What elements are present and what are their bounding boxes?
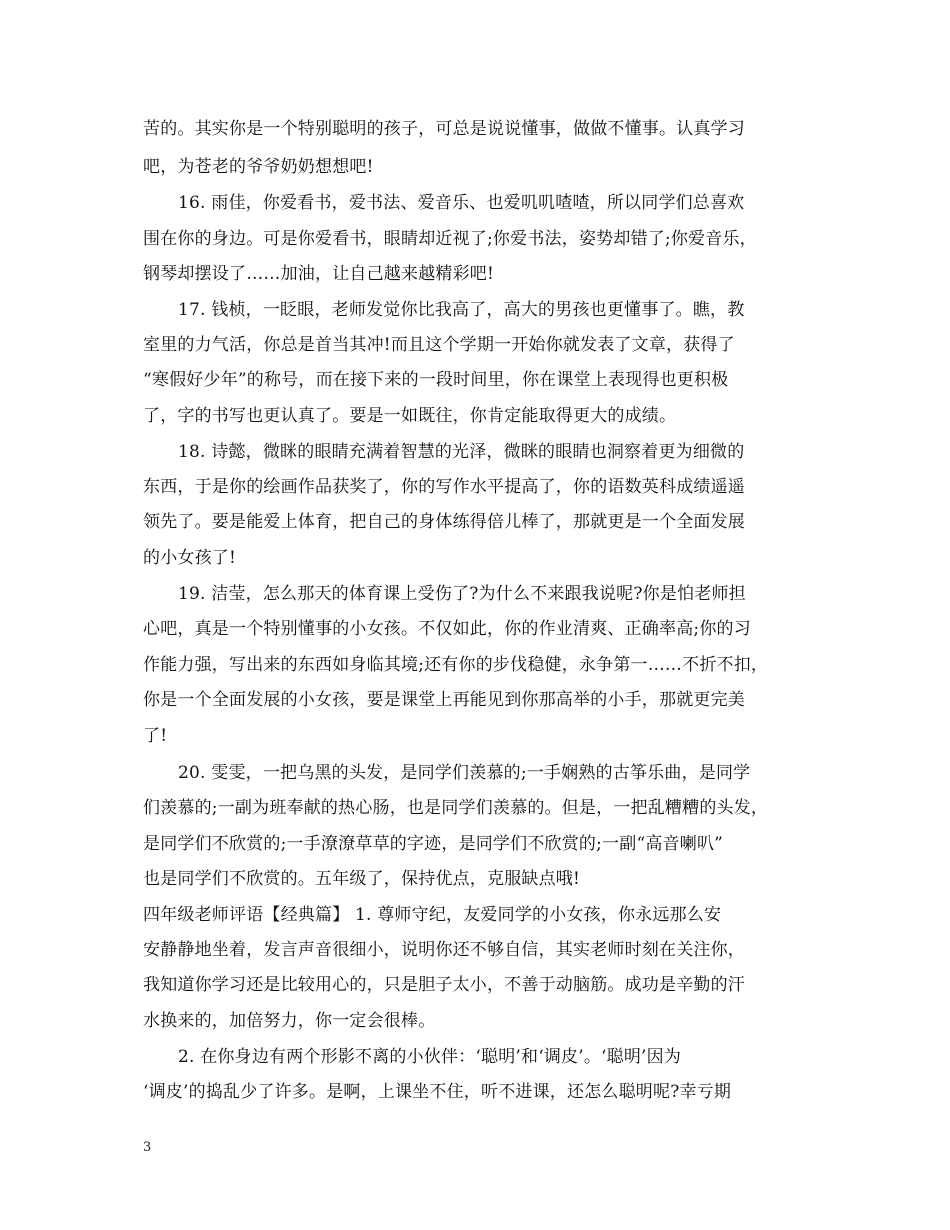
text-line: 了!	[143, 726, 168, 746]
text-line: 18. 诗懿，微眯的眼睛充满着智慧的光泽，微眯的眼睛也洞察着更为细微的	[178, 442, 745, 462]
text-line: 你是一个全面发展的小女孩，要是课堂上再能见到你那高举的小手，那就更完美	[143, 690, 745, 710]
page-number: 3	[143, 1140, 152, 1155]
text-line: 围在你的身边。可是你爱看书，眼睛却近视了;你爱书法，姿势却错了;你爱音乐，	[143, 229, 757, 249]
text-line: 吧，为苍老的爷爷奶奶想想吧!	[143, 157, 374, 177]
text-line: 作能力强，写出来的东西如身临其境;还有你的步伐稳健，永争第一……不折不扣，	[143, 655, 769, 675]
text-line: 了，字的书写也更认真了。要是一如既往，你肯定能取得更大的成绩。	[143, 406, 677, 426]
text-line: “寒假好少年”的称号，而在接下来的一段时间里，你在课堂上表现得也更积极	[143, 370, 729, 390]
text-line: 2. 在你身边有两个形影不离的小伙伴：‘聪明’和‘调皮’。‘聪明’因为	[178, 1047, 682, 1067]
section-heading-line: 四年级老师评语【经典篇】 1. 尊师守纪，友爱同学的小女孩，你永远那么安	[143, 905, 722, 925]
text-line: 也是同学们不欣赏的。五年级了，保持优点，克服缺点哦!	[143, 869, 581, 889]
text-line: 16. 雨佳，你爱看书，爱书法、爱音乐、也爱叽叽喳喳，所以同学们总喜欢	[178, 193, 745, 213]
text-line: 水换来的，加倍努力，你一定会很棒。	[143, 1011, 436, 1031]
text-line: 20. 雯雯，一把乌黑的头发，是同学们羡慕的;一手娴熟的古筝乐曲，是同学	[178, 763, 751, 783]
text-line: 心吧，真是一个特别懂事的小女孩。不仅如此，你的作业清爽、正确率高;你的习	[143, 619, 751, 639]
text-line: 安静静地坐着，发言声音很细小，说明你还不够自信，其实老师时刻在关注你，	[143, 940, 745, 960]
text-line: 室里的力气活，你总是首当其冲!而且这个学期一开始你就发表了文章，获得了	[143, 335, 735, 355]
text-line: 钢琴却摆设了……加油，让自己越来越精彩吧!	[143, 264, 495, 284]
text-line: 领先了。要是能爱上体育，把自己的身体练得倍儿棒了，那就更是一个全面发展	[143, 512, 745, 532]
text-line: 是同学们不欣赏的;一手潦潦草草的字迹，是同学们不欣赏的;一副“高音喇叭”	[143, 834, 724, 854]
text-line: 东西，于是你的绘画作品获奖了，你的写作水平提高了，你的语数英科成绩遥遥	[143, 477, 745, 497]
text-line: 们羡慕的;一副为班奉献的热心肠，也是同学们羡慕的。但是，一把乱糟糟的头发，	[143, 798, 769, 818]
text-line: 我知道你学习还是比较用心的，只是胆子太小，不善于动脑筋。成功是辛勤的汗	[143, 975, 745, 995]
text-line: 苦的。其实你是一个特别聪明的孩子，可总是说说懂事，做做不懂事。认真学习	[143, 119, 745, 139]
text-line: ‘调皮’的捣乱少了许多。是啊，上课坐不住，听不进课，还怎么聪明呢?幸亏期	[143, 1082, 732, 1102]
text-line: 19. 洁莹，怎么那天的体育课上受伤了?为什么不来跟我说呢?你是怕老师担	[178, 584, 746, 604]
text-line: 的小女孩了!	[143, 548, 237, 568]
text-line: 17. 钱桢，一眨眼，老师发觉你比我高了，高大的男孩也更懂事了。瞧，教	[178, 300, 745, 320]
